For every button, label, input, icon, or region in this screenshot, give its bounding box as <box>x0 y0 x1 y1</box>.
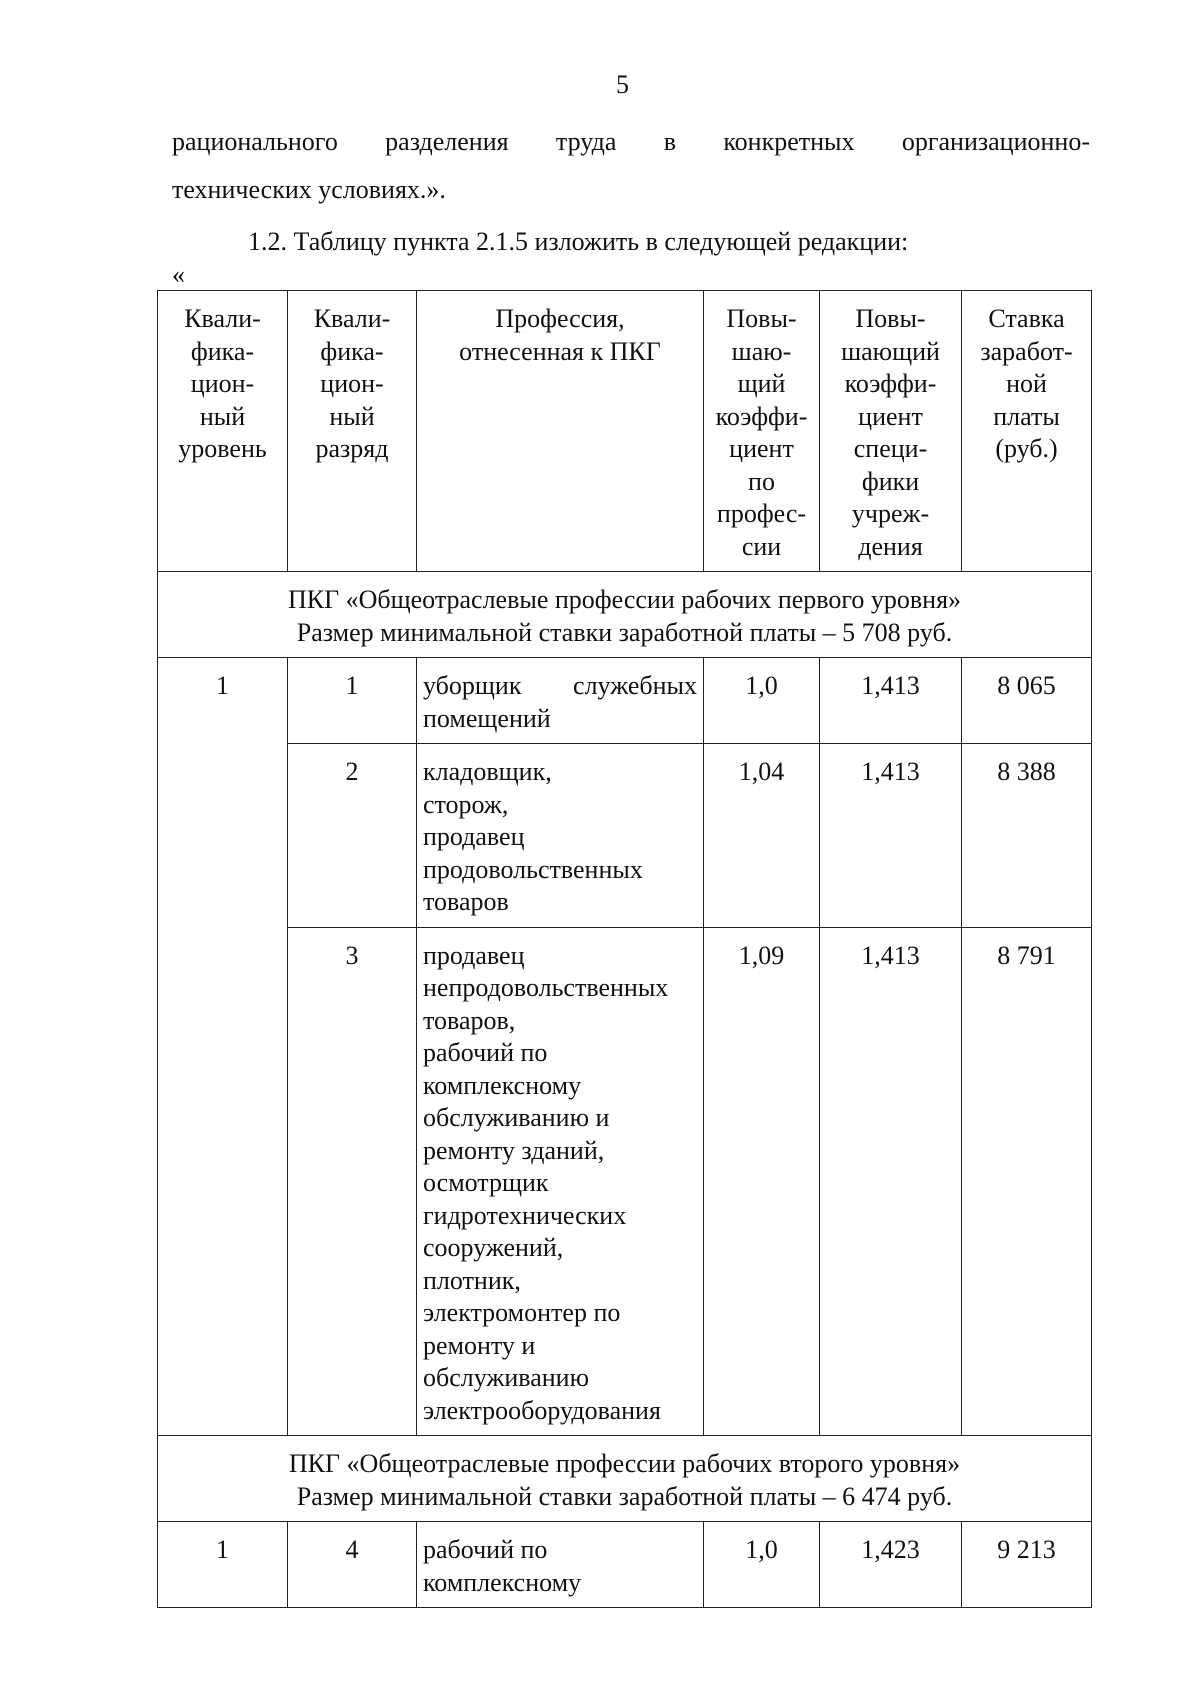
header-salary-rate: Ставка заработ- ной платы (руб.) <box>962 291 1092 572</box>
coef-profession-cell: 1,04 <box>704 744 820 928</box>
rate-cell: 8 065 <box>962 658 1092 744</box>
coef-institution-cell: 1,413 <box>820 744 962 928</box>
rate-cell: 9 213 <box>962 1522 1092 1608</box>
profession-cell: продавец непродовольственных товаров, рабочий по комплексному обслуживанию и ремонту зданий, осмотрщик гидротехнических сооружений, плотник, электромонтер по ремонту и обслуживанию электрооборудования <box>417 927 704 1436</box>
page-number: 5 <box>616 70 629 99</box>
group-title-cell <box>158 572 1092 658</box>
header-coef-institution: Повы- шающий коэффи- циент специ- фики учреж- дения <box>820 291 962 572</box>
opening-quote: « <box>172 260 185 289</box>
coef-institution-cell: 1,423 <box>820 1522 962 1608</box>
rate-cell: 8 388 <box>962 744 1092 928</box>
group-min-rate: Размер минимальной ставки заработной платы – 6 474 руб. <box>296 1481 953 1511</box>
profession-cell: кладовщик, сторож, продавец продовольственных товаров <box>417 744 704 928</box>
rate-cell: 8 791 <box>962 927 1092 1436</box>
header-qualification-grade: Квали- фика- цион- ный разряд <box>288 291 417 572</box>
coef-profession-cell: 1,0 <box>704 1522 820 1608</box>
profession-cell: рабочий по комплексному <box>417 1522 704 1608</box>
header-coef-profession: Повы- шаю- щий коэффи- циент по профес- сии <box>704 291 820 572</box>
table-row <box>158 658 1092 744</box>
group-title-cell <box>158 1436 1092 1522</box>
paragraph-line: рационального разделения труда в конкретных организационно- <box>172 127 1090 156</box>
table-row <box>158 744 1092 928</box>
pay-rate-table <box>157 290 1092 1608</box>
coef-institution-cell: 1,413 <box>820 658 962 744</box>
paragraph-amendment: 1.2. Таблицу пункта 2.1.5 изложить в следующей редакции: <box>248 227 909 256</box>
header-qualification-level: Квали- фика- цион- ный уровень <box>158 291 288 572</box>
group-header-row <box>158 572 1092 658</box>
table-header-row <box>158 291 1092 572</box>
grade-cell: 1 <box>288 658 417 744</box>
table-row <box>158 1522 1092 1608</box>
grade-cell: 2 <box>288 744 417 928</box>
table-row <box>158 927 1092 1436</box>
grade-cell: 4 <box>288 1522 417 1608</box>
coef-profession-cell: 1,0 <box>704 658 820 744</box>
group-min-rate: Размер минимальной ставки заработной платы – 5 708 руб. <box>296 617 953 647</box>
grade-cell: 3 <box>288 927 417 1436</box>
paragraph-line: технических условиях.». <box>172 175 446 204</box>
qualification-level-cell: 1 <box>158 658 288 1436</box>
group-title: ПКГ «Общеотраслевые профессии рабочих второго уровня» <box>288 1449 961 1478</box>
group-title: ПКГ «Общеотраслевые профессии рабочих первого уровня» <box>287 585 962 614</box>
header-profession: Профессия, отнесенная к ПКГ <box>417 291 704 572</box>
group-header-row <box>158 1436 1092 1522</box>
profession-cell: уборщик служебных помещений <box>417 658 704 744</box>
coef-profession-cell: 1,09 <box>704 927 820 1436</box>
qualification-level-cell: 1 <box>158 1522 288 1608</box>
coef-institution-cell: 1,413 <box>820 927 962 1436</box>
